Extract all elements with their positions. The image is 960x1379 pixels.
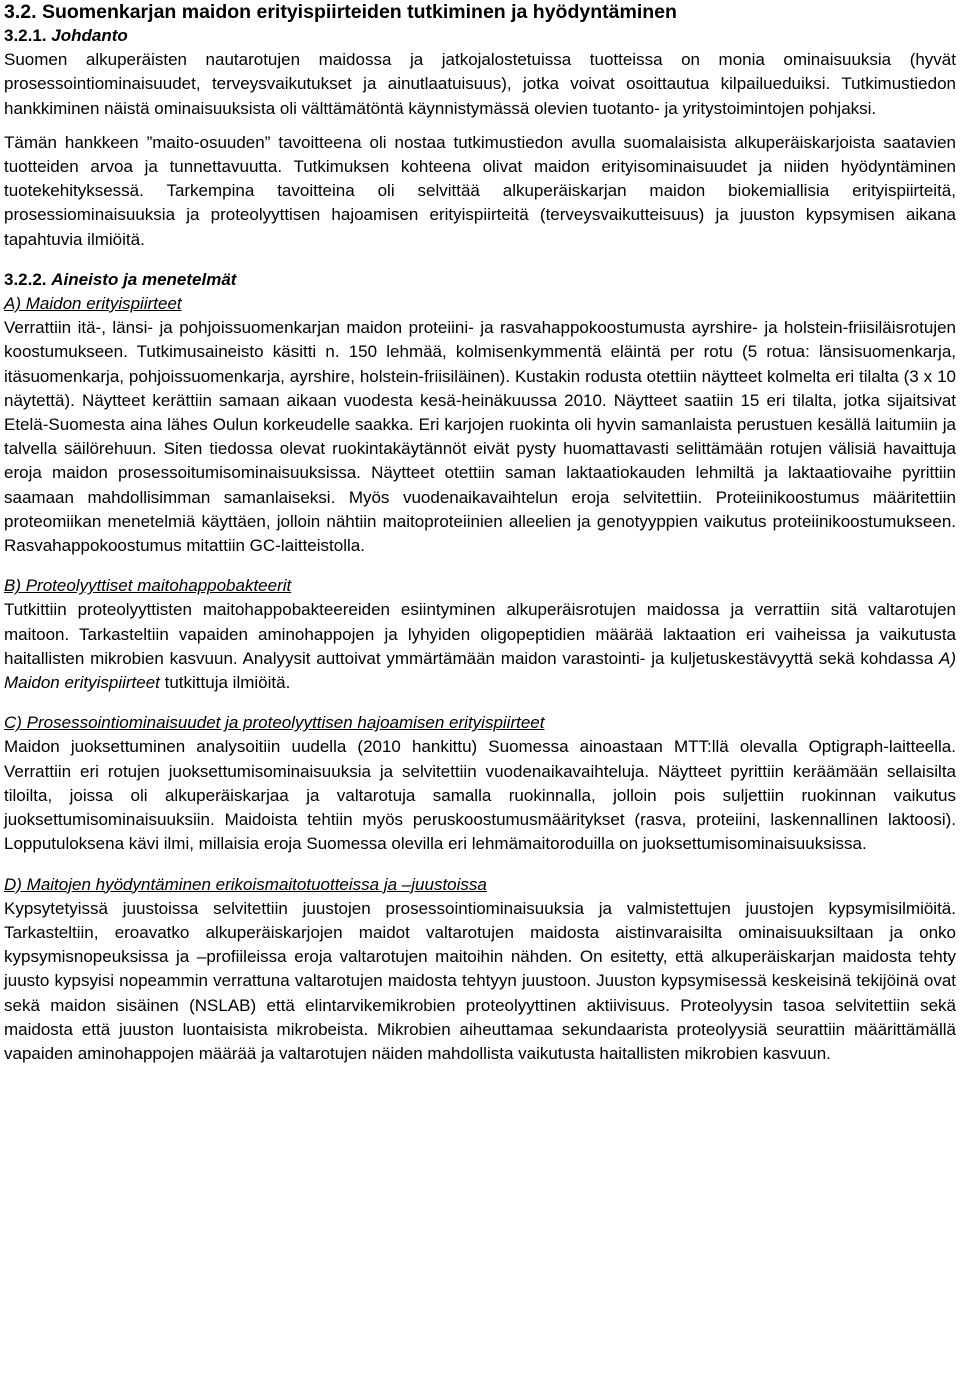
subsection-b-heading: B) Proteolyyttiset maitohappobakteerit — [4, 576, 292, 596]
section-title: 3.2. Suomenkarjan maidon erityispiirteiden tutkiminen ja hyödyntäminen — [4, 1, 677, 23]
methods-heading-title: Aineisto ja menetelmät — [51, 269, 237, 289]
methods-heading-number: 3.2.2. — [4, 269, 47, 289]
subsection-b-crossref: A) Maidon erityispiirteet — [4, 648, 956, 693]
intro-heading-number: 3.2.1. — [4, 26, 47, 45]
subsection-b-text-main: Tutkittiin proteolyyttisten maitohappobakteereiden esiintyminen alkuperäisrotujen maidossa ja verrattiin sitä valtarotujen maitoon. Tarkasteltiin vapaiden aminohappojen ja lyhyiden oligopeptidien määrää laktaation eri vaiheissa ja vaikutusta haitallisten mikrobien kasvuun. Analyysit auttoivat ymmärtämään maidon varastointi- ja kuljetuskestävyyttä sekä kohdassa — [4, 600, 956, 668]
intro-paragraph-2: Tämän hankkeen ”maito-osuuden” tavoitteena oli nostaa tutkimustiedon avulla suomalaisista alkuperäiskarjoista saatavien tuotteiden arvoa ja tunnettavuutta. Tutkimuksen kohteena olivat maidon erityisominaisuudet ja niiden hyödyntäminen tuotekehityksessä. Tarkempina tavoitteina oli selvittää alkuperäiskarjan maidon biokemiallisia erityispiirteitä, prosessiominaisuuksia ja proteolyyttisen hajoamisen erityispiirteitä (terveysvaikutteisuus) ja juuston kypsymisen aikana tapahtuvia ilmiöitä. — [4, 132, 956, 249]
subsection-d-heading: D) Maitojen hyödyntäminen erikoismaitotuotteissa ja –juustoissa — [4, 874, 487, 894]
subsection-b-text-end: tutkittuja ilmiöitä. — [159, 673, 291, 693]
subsection-c-heading: C) Prosessointiominaisuudet ja proteolyyttisen hajoamisen erityispiirteet — [4, 713, 545, 733]
intro-heading — [4, 24, 956, 48]
subsection-b-text — [4, 598, 956, 695]
subsection-a-heading: A) Maidon erityispiirteet — [4, 294, 182, 314]
intro-paragraph-1: Suomen alkuperäisten nautarotujen maidossa ja jatkojalostetuissa tuotteissa on monia ominaisuuksia (hyvät prosessointiominaisuudet, terveysvaikutukset ja ainutlaatuisuus), jotka voivat osoittautua kilpailueduiksi. Tutkimustiedon hankkiminen näistä ominaisuuksista oli välttämätöntä käynnistymässä olevien tuotanto- ja yritystoimintojen pohjaksi. — [4, 50, 956, 118]
intro-heading-title: Johdanto — [51, 26, 128, 45]
subsection-d-text: Kypsytetyissä juustoissa selvitettiin juustojen prosessointiominaisuuksia ja valmistettujen juustojen kypsymisilmiöitä. Tarkasteltiin, eroavatko alkuperäiskarjojen maidot valtarotujen maidosta aistinvaraisilta ominaisuuksiltaan ja onko kypsymisnopeuksissa ja –profiileissa eroja valtarotujen maitoihin nähden. On esitetty, että alkuperäiskarjan maidosta tehty juusto kypsyisi nopeammin verrattuna valtarotujen maidosta tehtyyn juustoon. Juuston kypsymisessä keskeisinä tekijöinä ovat sekä maidon sisäinen (NSLAB) että elintarvikemikrobien proteolyyttinen aktiivisuus. Proteolyysin tasoa selvitettiin sekä maidosta että juuston luontaisista mikrobeista. Mikrobien aiheuttamaa sekundaarista proteolyysiä seurattiin määrittämällä vapaiden aminohappojen määrää ja valtarotujen näiden mahdollista vaikutusta haitallisten mikrobien kasvuun. — [4, 898, 956, 1063]
subsection-a-text: Verrattiin itä-, länsi- ja pohjoissuomenkarjan maidon proteiini- ja rasvahappokoostumusta ayrshire- ja holstein-friisiläisrotujen koostumukseen. Tutkimusaineisto käsitti n. 150 lehmää, kolmisenkymmentä eläintä per rotu (5 rotua: länsisuomenkarja, itäsuomenkarja, pohjoissuomenkarja, ayrshire, holstein-friisiläinen). Kustakin rodusta otettiin näytteet kolmelta eri tilalta (3 x 10 näytettä). Näytteet kerättiin samaan aikaan vuodesta kesä-heinäkuussa 2010. Näytteet saatiin 15 eri tilalta, jotka sijaitsivat Etelä-Suomesta aina lähes Oulun korkeudelle saakka. Eri karjojen ruokinta oli hyvin samanlaista perustuen kesällä laitumiin ja talvella säilörehuun. Siten tiedossa olevat ruokintakäytännöt eivät pysty huomattavasti selittämään rotujen välisiä havaittuja eroja maidon prosessoitumisominaisuuksissa. Näytteet otettiin saman laktaatiokauden lehmiltä ja laktaatiovaihe pyrittiin saamaan mahdollisimman samanlaiseksi. Myös vuodenaikavaihtelun eroja selvitettiin. Proteiinikoostumus määritettiin proteomiikan menetelmiä käyttäen, jolloin nähtiin maitoproteiinien alleelien ja genotyyppien vaikutus proteiinikoostumukseen. Rasvahappokoostumus mitattiin GC-laitteistolla. — [4, 318, 956, 556]
methods-heading — [4, 268, 956, 292]
subsection-c-text: Maidon juoksettuminen analysoitiin uudella (2010 hankittu) Suomessa ainoastaan MTT:llä olevalla Optigraph-laitteella. Verrattiin eri rotujen juoksettumisominaisuuksia ja selvitettiin vuodenaikavaihteluja. Näytteet pyrittiin keräämään sellaisilta tiloilta, joissa oli alkuperäiskarjaa ja valtarotuja samalla ruokinnalla, jolloin pois suljettiin ruokinnan vaikutus juoksettumisominaisuuksiin. Maidoista tehtiin myös peruskoostumusmääritykset (rasva, proteiini, laskennallinen laktoosi). Lopputuloksena kävi ilmi, millaisia eroja Suomessa olevilla eri lehmämaitoroduilla on juoksettumisominaisuuksissa. — [4, 737, 956, 854]
